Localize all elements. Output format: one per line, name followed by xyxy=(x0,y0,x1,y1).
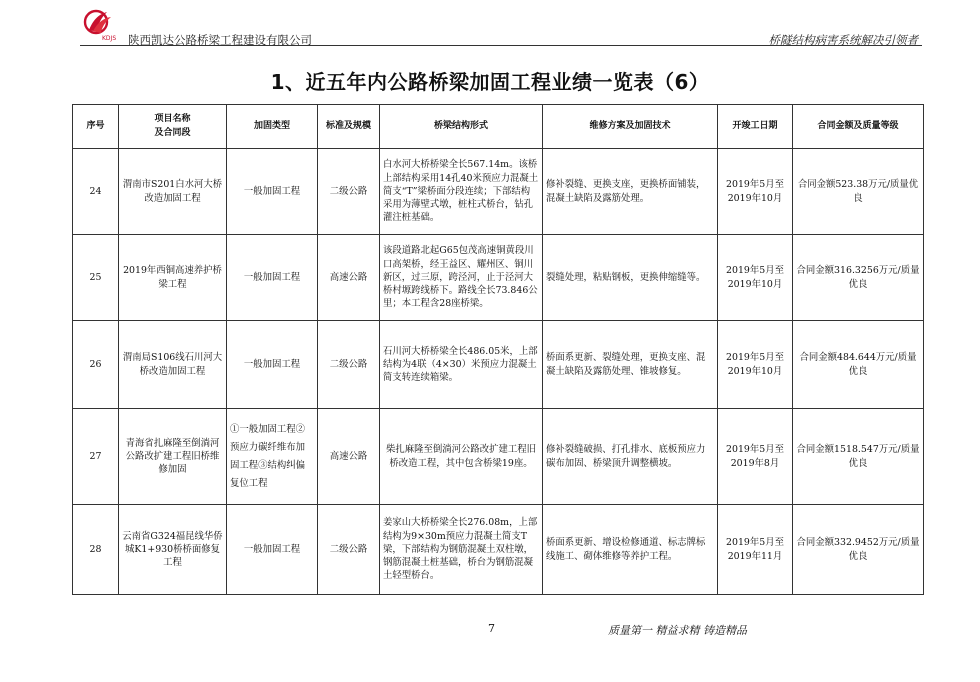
cell-standard: 二级公路 xyxy=(318,505,380,595)
cell-structure: 姜家山大桥桥梁全长276.08m，上部结构为9×30m预应力混凝土简支T梁，下部结构为钢筋混凝土双柱墩，钢筋混凝土桩基础，桥台为钢筋混凝土轻型桥台。 xyxy=(380,505,543,595)
company-name: 陕西凯达公路桥梁工程建设有限公司 xyxy=(128,33,312,47)
cell-no: 26 xyxy=(73,321,119,409)
cell-standard: 二级公路 xyxy=(318,149,380,235)
cell-technique: 桥面系更新、裂缝处理，更换支座、混凝土缺陷及露筋处理、锥坡修复。 xyxy=(543,321,718,409)
cell-no: 27 xyxy=(73,409,119,505)
cell-dates: 2019年5月至2019年11月 xyxy=(718,505,793,595)
page-title: 1、近五年内公路桥梁加固工程业绩一览表（6） xyxy=(270,70,710,94)
table-row xyxy=(73,505,924,595)
cell-amount: 合同金额1518.547万元/质量优良 xyxy=(793,409,924,505)
cell-type: 一般加固工程 xyxy=(227,235,318,321)
cell-technique: 裂缝处理，粘贴钢板，更换伸缩缝等。 xyxy=(543,235,718,321)
table-row xyxy=(73,149,924,235)
header-name xyxy=(119,105,227,149)
cell-type: 一般加固工程 xyxy=(227,149,318,235)
cell-standard: 二级公路 xyxy=(318,321,380,409)
table-row xyxy=(73,409,924,505)
cell-name: 渭南局S106线石川河大桥改造加固工程 xyxy=(119,321,227,409)
cell-technique: 修补裂缝破损、打孔排水、底板预应力碳布加固、桥梁顶升调整横坡。 xyxy=(543,409,718,505)
cell-no: 24 xyxy=(73,149,119,235)
performance-table xyxy=(72,104,924,595)
page-number: 7 xyxy=(488,622,495,635)
cell-amount: 合同金额332.9452万元/质量优良 xyxy=(793,505,924,595)
header-amount: 合同金额及质量等级 xyxy=(793,105,924,149)
cell-structure: 该段道路北起G65包茂高速铜黄段川口高架桥，经王益区、耀州区、铜川新区，过三原，跨泾河，止于泾河大桥村塬跨线桥下。路线全长73.846公里；本工程含28座桥梁。 xyxy=(380,235,543,321)
cell-structure: 石川河大桥桥梁全长486.05米，上部结构为4联（4×30）米预应力混凝土简支转连续箱梁。 xyxy=(380,321,543,409)
cell-type: ①一般加固工程②预应力碳纤维布加固工程③结构纠偏复位工程 xyxy=(227,409,318,505)
cell-dates: 2019年5月至2019年10月 xyxy=(718,149,793,235)
header-type: 加固类型 xyxy=(227,105,318,149)
header-divider xyxy=(80,45,922,46)
header-dates: 开竣工日期 xyxy=(718,105,793,149)
cell-name: 2019年西铜高速养护桥梁工程 xyxy=(119,235,227,321)
header-structure: 桥梁结构形式 xyxy=(380,105,543,149)
cell-dates: 2019年5月至2019年10月 xyxy=(718,321,793,409)
cell-name: 渭南市S201白水河大桥改造加固工程 xyxy=(119,149,227,235)
cell-amount: 合同金额523.38万元/质量优良 xyxy=(793,149,924,235)
header-standard: 标准及规模 xyxy=(318,105,380,149)
cell-no: 28 xyxy=(73,505,119,595)
cell-amount: 合同金额316.3256万元/质量优良 xyxy=(793,235,924,321)
page-header xyxy=(80,8,922,48)
cell-dates: 2019年5月至2019年8月 xyxy=(718,409,793,505)
logo-text: KDJS xyxy=(102,35,117,42)
table-row xyxy=(73,235,924,321)
cell-technique: 修补裂缝、更换支座，更换桥面铺装，混凝土缺陷及露筋处理。 xyxy=(543,149,718,235)
header-slogan: 桥隧结构病害系统解决引领者 xyxy=(768,33,918,47)
cell-standard: 高速公路 xyxy=(318,409,380,505)
table-row xyxy=(73,321,924,409)
cell-structure: 柴扎麻隆至倒淌河公路改扩建工程旧桥改造工程，其中包含桥梁19座。 xyxy=(380,409,543,505)
cell-technique: 桥面系更新、增设检修通道、标志牌标线施工、砌体维修等养护工程。 xyxy=(543,505,718,595)
cell-dates: 2019年5月至2019年10月 xyxy=(718,235,793,321)
cell-type: 一般加固工程 xyxy=(227,321,318,409)
cell-name: 青海省扎麻隆至倒淌河公路改扩建工程旧桥维修加固 xyxy=(119,409,227,505)
header-name-line1: 项目名称 xyxy=(154,114,191,125)
footer-slogan: 质量第一 精益求精 铸造精品 xyxy=(608,624,747,637)
cell-type: 一般加固工程 xyxy=(227,505,318,595)
cell-standard: 高速公路 xyxy=(318,235,380,321)
cell-no: 25 xyxy=(73,235,119,321)
header-name-line2: 及合同段 xyxy=(154,127,191,138)
cell-name: 云南省G324福昆线华侨城K1+930桥桥面修复工程 xyxy=(119,505,227,595)
cell-structure: 白水河大桥桥梁全长567.14m。该桥上部结构采用14孔40米预应力混凝土简支“T”梁桥面分段连续；下部结构采用为薄壁式墩，桩柱式桥台，钻孔灌注桩基础。 xyxy=(380,149,543,235)
table-header-row xyxy=(73,105,924,149)
header-technique: 维修方案及加固技术 xyxy=(543,105,718,149)
header-no: 序号 xyxy=(73,105,119,149)
cell-amount: 合同金额484.644万元/质量优良 xyxy=(793,321,924,409)
